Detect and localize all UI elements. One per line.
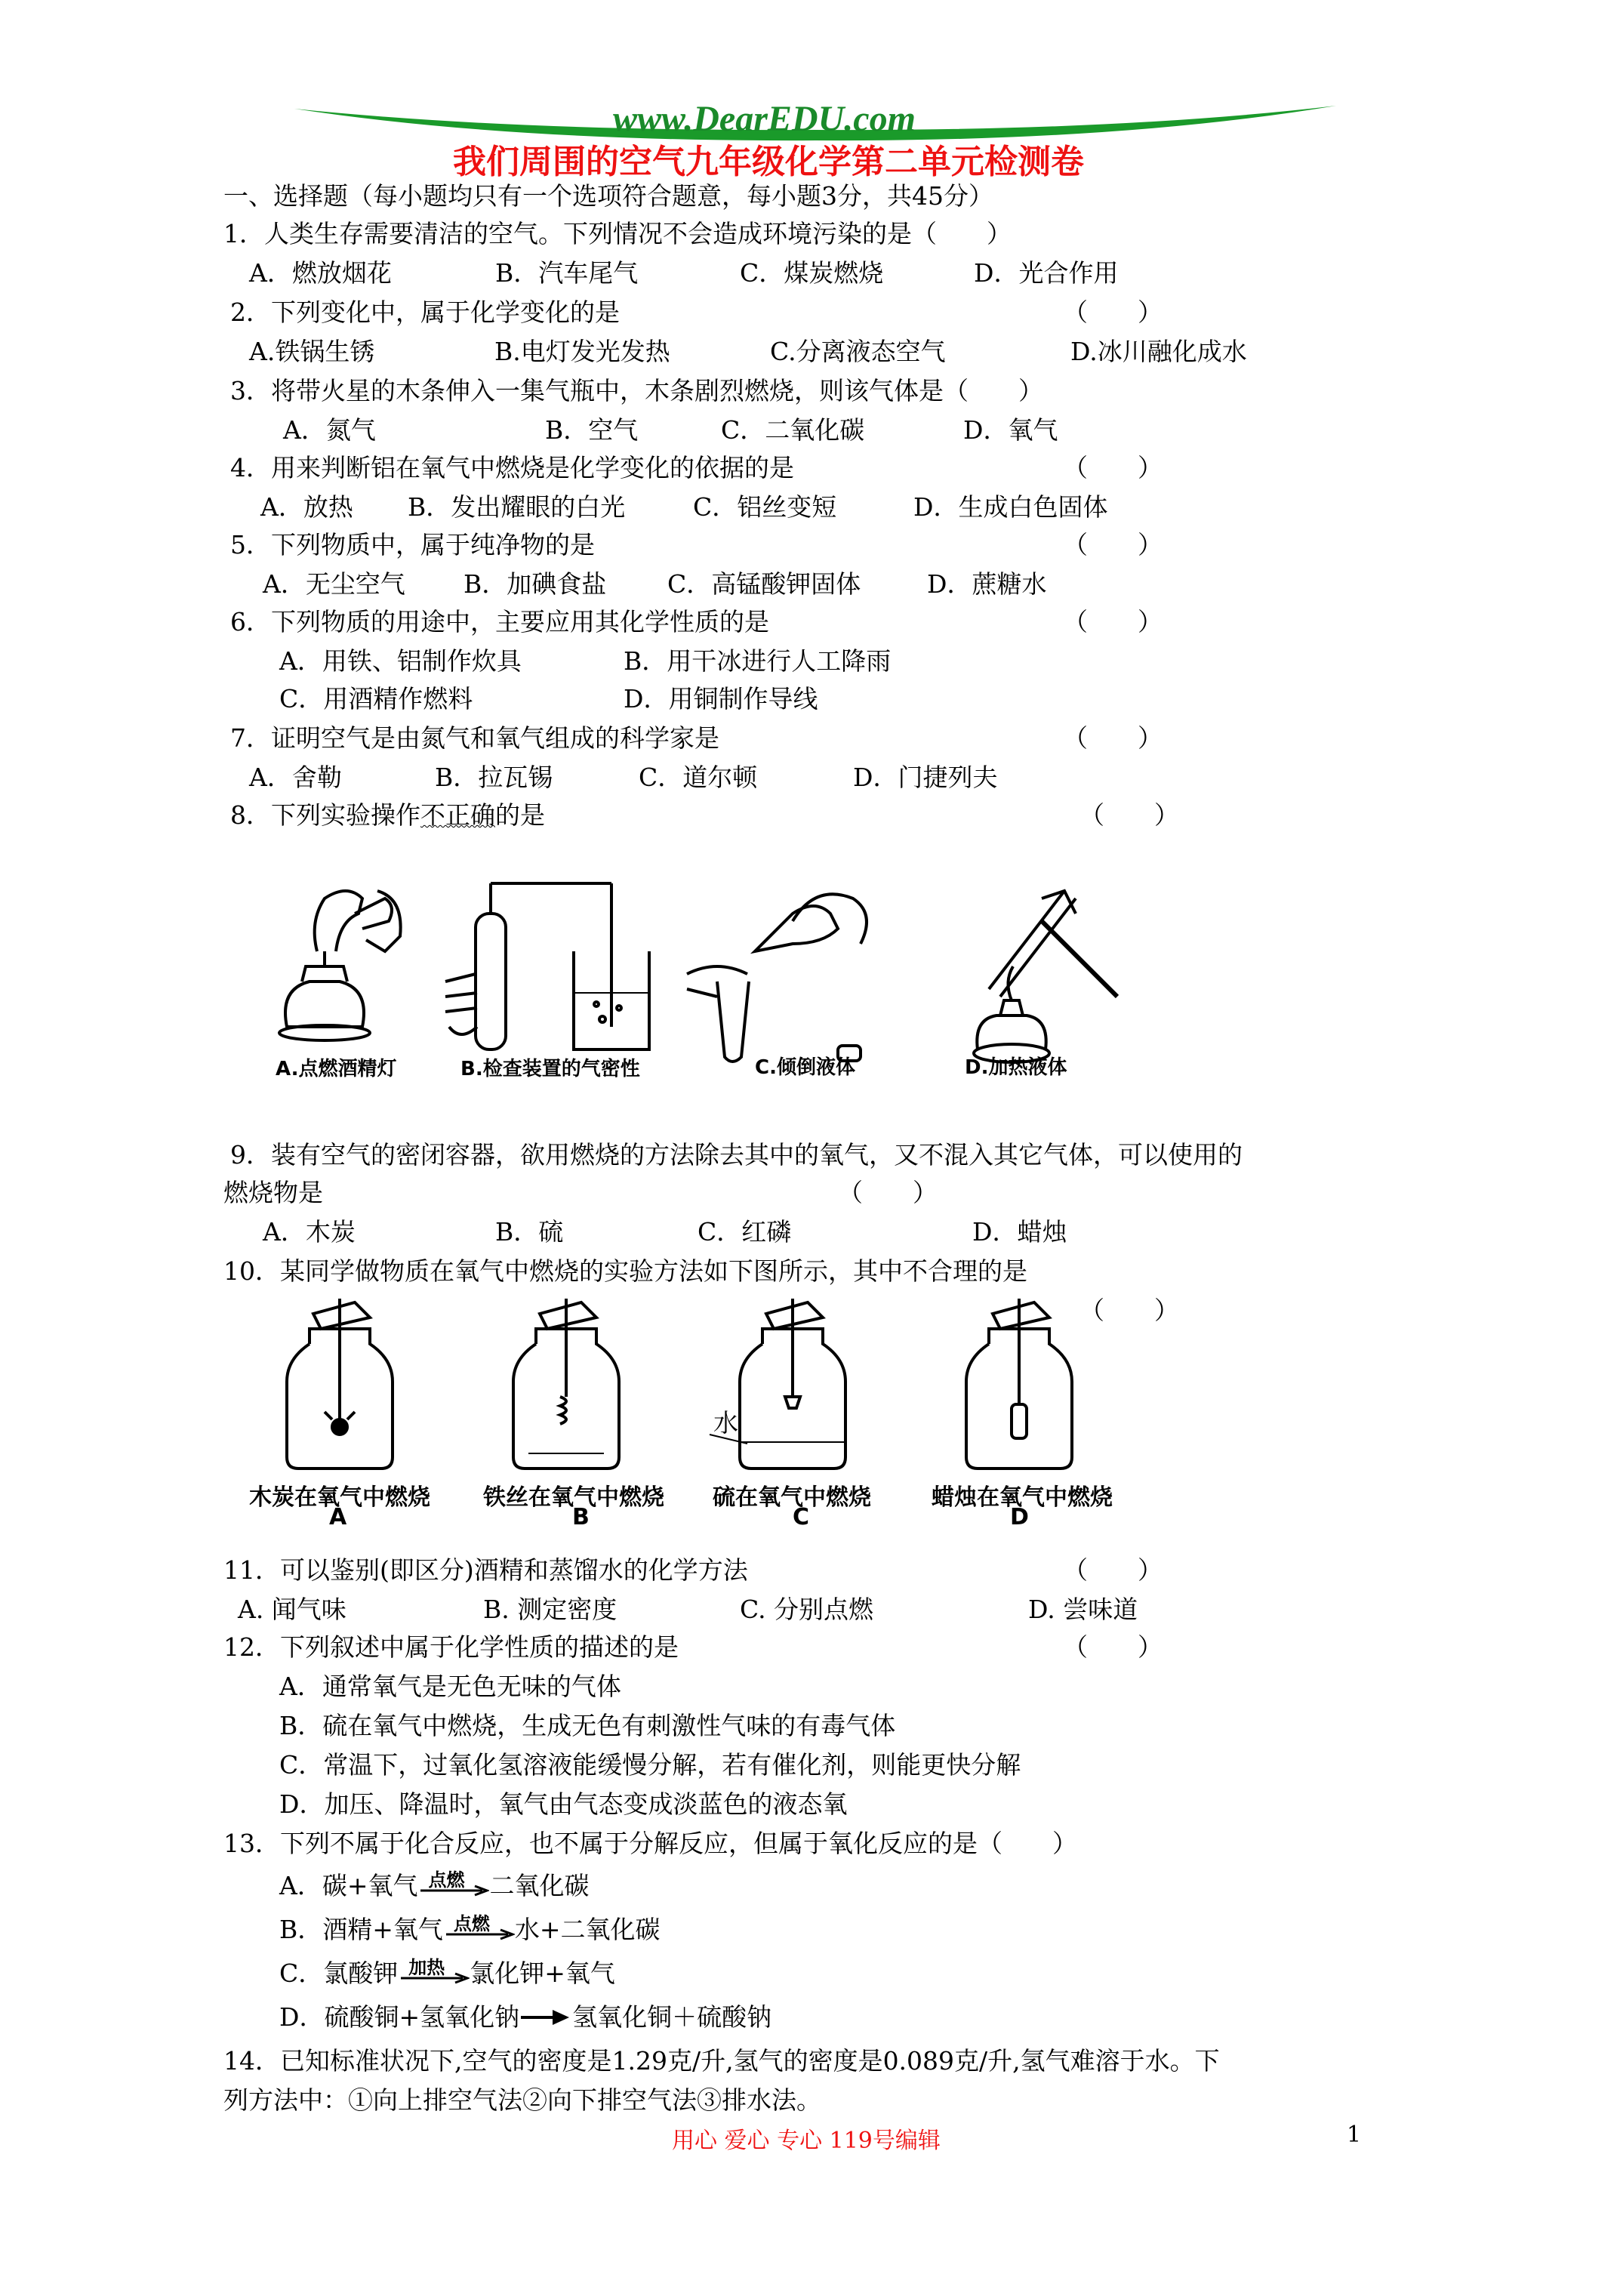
page-number: 1 [1347, 2122, 1362, 2148]
q13-a-products: 二氧化碳 [489, 1871, 590, 1900]
q10-caption-b: 铁丝在氧气中燃烧 [483, 1484, 664, 1511]
q9-answer-paren: （ ） [838, 1178, 938, 1207]
airtightness-check-figure [445, 883, 649, 1049]
q10-letter-c: C [793, 1504, 810, 1530]
arrow-right-icon [443, 1915, 515, 1945]
q10-answer-paren: （ ） [1079, 1296, 1179, 1325]
q14-line1: 14．已知标准状况下,空气的密度是1.29克/升,氢气的密度是0.089克/升,氢气难溶于水。下 [223, 2046, 1220, 2076]
arrow-right-icon [398, 1959, 470, 1989]
page-title: 我们周围的空气九年级化学第二单元检测卷 [453, 143, 1084, 181]
gas-jar-sulfur [710, 1299, 845, 1469]
q10-caption-a: 木炭在氧气中燃烧 [249, 1484, 430, 1511]
q12-option-a[interactable]: A．通常氧气是无色无味的气体 [279, 1672, 621, 1701]
q8-lab-figures [264, 868, 1170, 1080]
q3-stem: 3．将带火星的木条伸入一集气瓶中，木条剧烈燃烧，则该气体是（ ） [230, 376, 1043, 405]
q5-stem: 5．下列物质中，属于纯净物的是 [230, 530, 595, 559]
q1-option-b[interactable]: B．汽车尾气 [495, 258, 639, 288]
q9-option-d[interactable]: D．蜡烛 [972, 1217, 1067, 1247]
q10-caption-d: 蜡烛在氧气中燃烧 [932, 1484, 1113, 1511]
q13-d-reactants: D．硫酸铜+氢氧化钠 [279, 2002, 520, 2032]
q3-option-a[interactable]: A．氮气 [283, 415, 376, 445]
q5-option-a[interactable]: A．无尘空气 [263, 569, 405, 599]
q3-option-d[interactable]: D．氧气 [963, 415, 1058, 445]
arrow-right-icon [519, 2002, 572, 2032]
q12-option-c[interactable]: C．常温下，过氧化氢溶液能缓慢分解，若有催化剂，则能更快分解 [279, 1750, 1021, 1780]
q1-option-d[interactable]: D．光合作用 [974, 258, 1119, 288]
q8-caption-a: A.点燃酒精灯 [276, 1058, 397, 1080]
q4-option-b[interactable]: B．发出耀眼的白光 [408, 492, 626, 522]
q10-stem: 10．某同学做物质在氧气中燃烧的实验方法如下图所示，其中不合理的是 [223, 1256, 1027, 1286]
alcohol-lamp-lighting-figure [279, 891, 401, 1040]
q13-c-condition: 加热 [408, 1957, 445, 1978]
q2-answer-paren: （ ） [1063, 297, 1163, 327]
reaction-arrow [417, 1871, 489, 1901]
q8-answer-paren: （ ） [1079, 800, 1179, 830]
q9-option-b[interactable]: B．硫 [495, 1217, 564, 1247]
q9-option-c[interactable]: C．红磷 [698, 1217, 792, 1247]
q8-stem-emphasis: 不正确 [420, 800, 495, 830]
q2-stem: 2．下列变化中，属于化学变化的是 [230, 297, 620, 327]
q12-option-d[interactable]: D．加压、降温时，氧气由气态变成淡蓝色的液态氧 [279, 1789, 848, 1819]
q2-option-b[interactable]: B.电灯发光发热 [494, 337, 670, 366]
q4-option-a[interactable]: A．放热 [260, 492, 353, 522]
q5-answer-paren: （ ） [1063, 530, 1163, 559]
q9-stem-line2: 燃烧物是 [223, 1178, 323, 1207]
gas-jar-iron-wire [513, 1299, 619, 1469]
q13-a-reactants: A．碳+氧气 [279, 1871, 418, 1900]
q4-option-d[interactable]: D．生成白色固体 [913, 492, 1108, 522]
q3-option-c[interactable]: C．二氧化碳 [721, 415, 865, 445]
q1-option-c[interactable]: C．煤炭燃烧 [740, 258, 884, 288]
q13-option-d[interactable] [279, 2002, 771, 2032]
site-banner: www.DearEDU.com [613, 99, 916, 139]
q5-option-c[interactable]: C．高锰酸钾固体 [667, 569, 861, 599]
q1-option-a[interactable]: A．燃放烟花 [249, 258, 392, 288]
q7-option-a[interactable]: A．舍勒 [249, 763, 342, 792]
q9-stem-line1: 9．装有空气的密闭容器，欲用燃烧的方法除去其中的氧气，又不混入其它气体，可以使用的 [230, 1140, 1243, 1170]
q11-stem: 11．可以鉴别(即区分)酒精和蒸馏水的化学方法 [223, 1555, 748, 1585]
q6-option-b[interactable]: B．用干冰进行人工降雨 [624, 646, 892, 676]
q1-stem: 1．人类生存需要清洁的空气。下列情况不会造成环境污染的是（ ） [223, 219, 1012, 248]
q10-letter-b: B [572, 1504, 590, 1530]
q6-stem: 6．下列物质的用途中，主要应用其化学性质的是 [230, 607, 769, 636]
q13-c-reactants: C．氯酸钾 [279, 1959, 399, 1988]
q6-answer-paren: （ ） [1063, 607, 1163, 636]
q2-option-c[interactable]: C.分离液态空气 [770, 337, 946, 366]
q11-option-b[interactable]: B. 测定密度 [483, 1595, 617, 1624]
q7-option-d[interactable]: D．门捷列夫 [853, 763, 998, 792]
q7-stem: 7．证明空气是由氮气和氧气组成的科学家是 [230, 723, 719, 753]
q8-stem-post: 的是 [495, 800, 545, 830]
q11-option-c[interactable]: C. 分别点燃 [740, 1595, 874, 1624]
q10-gas-jar-figures [249, 1299, 1155, 1480]
reaction-arrow [443, 1915, 515, 1945]
q5-option-d[interactable]: D．蔗糖水 [927, 569, 1047, 599]
q13-d-products: 氢氧化铜＋硫酸钠 [572, 2002, 772, 2032]
q8-caption-c: C.倾倒液体 [755, 1056, 855, 1079]
q13-a-condition: 点燃 [428, 1869, 465, 1891]
pour-liquid-figure [687, 894, 867, 1062]
q10-water-label: 水 [713, 1408, 738, 1438]
arrow-right-icon [417, 1871, 489, 1901]
q13-option-c[interactable] [279, 1959, 615, 1989]
q12-stem: 12．下列叙述中属于化学性质的描述的是 [223, 1632, 679, 1662]
q13-stem: 13．下列不属于化合反应，也不属于分解反应，但属于氧化反应的是（ ） [223, 1829, 1077, 1858]
q4-stem: 4．用来判断铝在氧气中燃烧是化学变化的依据的是 [230, 453, 794, 482]
q12-option-b[interactable]: B．硫在氧气中燃烧，生成无色有刺激性气味的有毒气体 [279, 1711, 896, 1740]
q8-caption-d: D.加热液体 [965, 1056, 1067, 1079]
q10-caption-c: 硫在氧气中燃烧 [713, 1484, 871, 1511]
q8-stem [230, 800, 545, 831]
q12-answer-paren: （ ） [1063, 1632, 1163, 1662]
reaction-arrow [398, 1959, 470, 1989]
q3-option-b[interactable]: B．空气 [545, 415, 639, 445]
q11-answer-paren: （ ） [1063, 1555, 1163, 1585]
heat-liquid-figure [974, 891, 1117, 1062]
q4-option-c[interactable]: C．铝丝变短 [693, 492, 837, 522]
section-heading: 一、选择题（每小题均只有一个选项符合题意，每小题3分，共45分） [223, 181, 993, 211]
q6-option-a[interactable]: A．用铁、铝制作炊具 [279, 646, 522, 676]
q11-option-d[interactable]: D. 尝味道 [1028, 1595, 1138, 1624]
q8-stem-pre: 8．下列实验操作 [230, 800, 420, 830]
q10-letter-d: D [1010, 1504, 1029, 1530]
q13-c-products: 氯化钾+氧气 [470, 1959, 615, 1988]
q13-b-reactants: B．酒精+氧气 [279, 1915, 443, 1944]
q4-answer-paren: （ ） [1063, 453, 1163, 482]
q7-answer-paren: （ ） [1063, 723, 1163, 753]
q13-option-a[interactable] [279, 1871, 589, 1901]
q9-option-a[interactable]: A．木炭 [263, 1217, 356, 1247]
gas-jar-carbon [287, 1299, 393, 1469]
q11-option-a[interactable]: A. 闻气味 [238, 1595, 346, 1624]
q13-b-products: 水+二氧化碳 [514, 1915, 661, 1944]
page-footer: 用心 爱心 专心 119号编辑 [672, 2128, 941, 2154]
q2-option-d[interactable]: D.冰川融化成水 [1070, 337, 1247, 366]
q7-option-c[interactable]: C．道尔顿 [639, 763, 758, 792]
q14-line2: 列方法中：①向上排空气法②向下排空气法③排水法。 [223, 2085, 821, 2115]
q6-option-c[interactable]: C．用酒精作燃料 [279, 684, 473, 713]
q7-option-b[interactable]: B．拉瓦锡 [435, 763, 553, 792]
q5-option-b[interactable]: B．加碘食盐 [463, 569, 607, 599]
q6-option-d[interactable]: D．用铜制作导线 [624, 684, 818, 713]
gas-jar-candle [966, 1299, 1072, 1469]
q13-b-condition: 点燃 [453, 1913, 490, 1934]
q8-caption-b: B.检查装置的气密性 [460, 1058, 640, 1080]
q13-option-b[interactable] [279, 1915, 661, 1945]
q10-letter-a: A [329, 1504, 347, 1530]
q2-option-a[interactable]: A.铁锅生锈 [249, 337, 375, 366]
